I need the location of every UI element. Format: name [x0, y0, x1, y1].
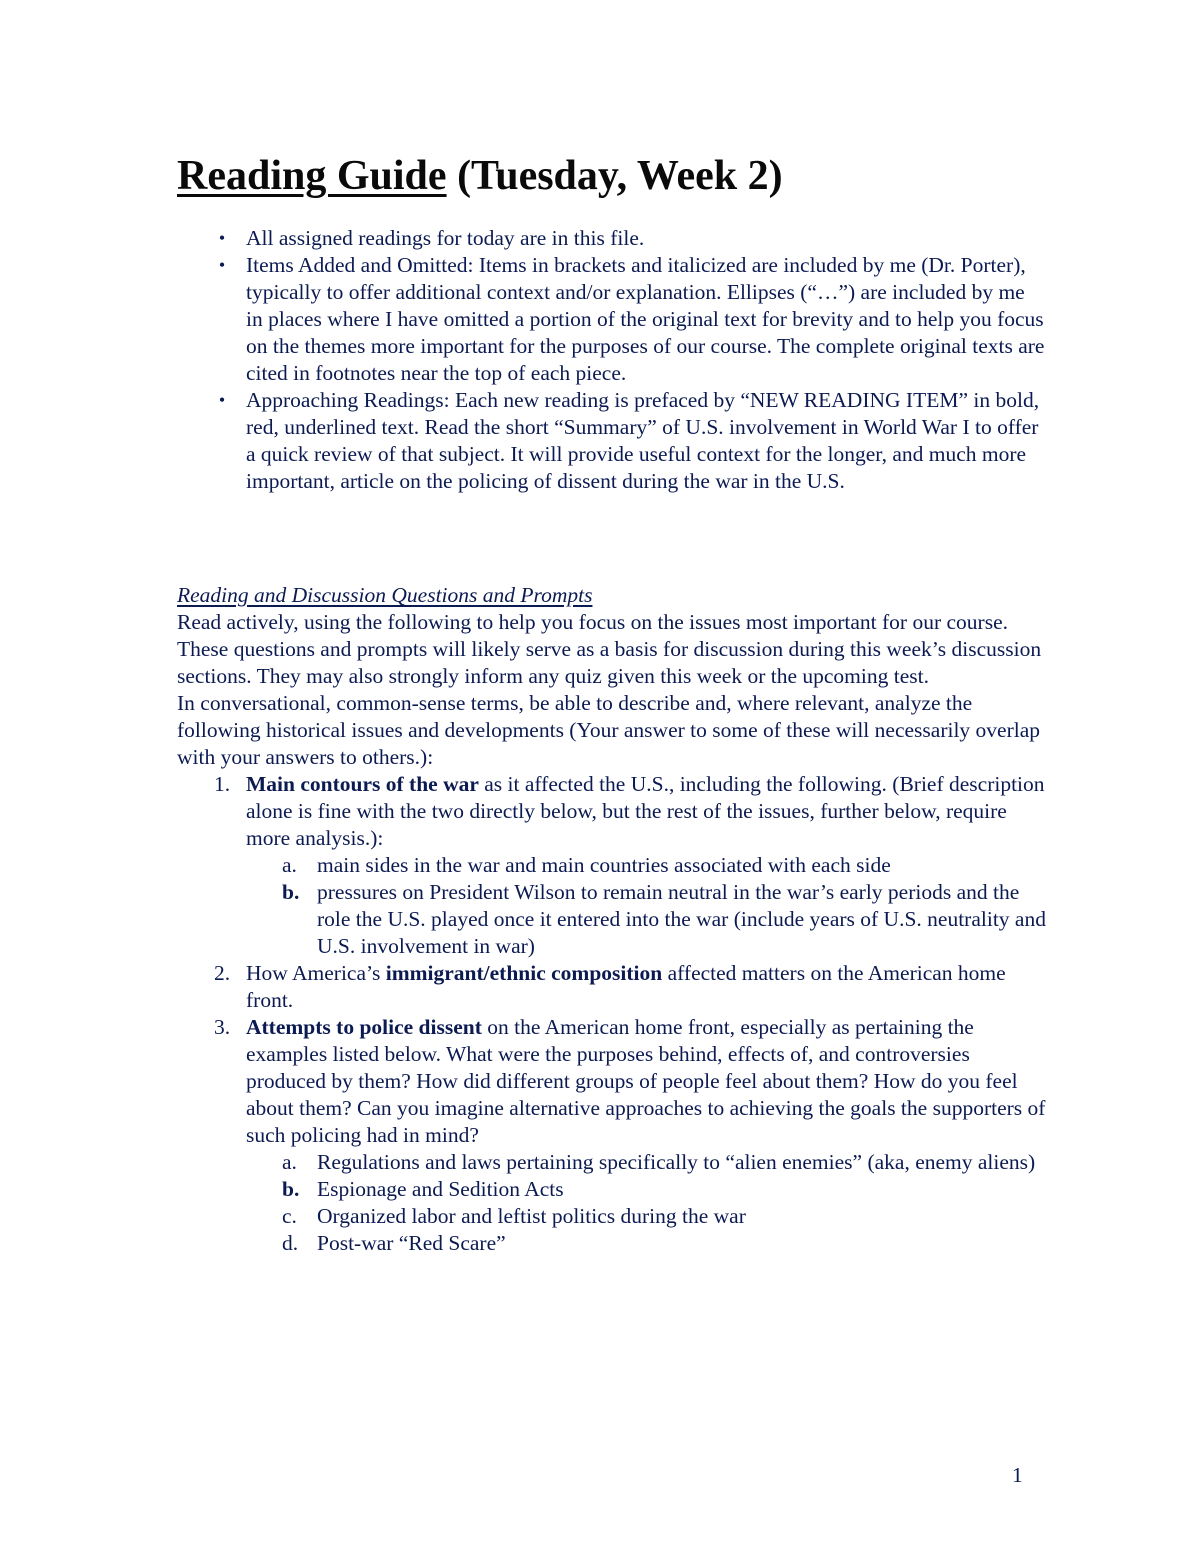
sub-question-item: [246, 1176, 1047, 1203]
bullet-text: All assigned readings for today are in this file.: [246, 226, 645, 250]
section-heading: Reading and Discussion Questions and Prompts: [177, 583, 593, 607]
sub-question-letter: c.: [282, 1204, 297, 1228]
sub-question-letter: d.: [282, 1231, 299, 1255]
sub-question-letter: b.: [282, 880, 300, 904]
question-list: [177, 771, 1047, 1257]
bullet-item: [218, 387, 1046, 495]
question-item: [177, 771, 1047, 960]
question-bold: Main contours of the war: [246, 772, 479, 796]
sub-question-text: pressures on President Wilson to remain neutral in the war’s early periods and the role the U.S. played once it entered into the war (include years of U.S. neutrality and U.S. involvement in war): [317, 880, 1046, 958]
question-number: 3.: [214, 1015, 231, 1039]
sub-question-item: [246, 1203, 1047, 1230]
question-item: [177, 1014, 1047, 1257]
sub-question-item: [246, 1149, 1047, 1176]
bullet-item: [218, 225, 1046, 252]
question-bold: immigrant/ethnic composition: [385, 961, 663, 985]
question-post: affected matters on the American home front.: [246, 961, 1006, 1012]
question-number: 2.: [214, 961, 231, 985]
bullet-icon: •: [218, 390, 226, 410]
sub-question-letter: b.: [282, 1177, 300, 1201]
page-title: [177, 148, 783, 204]
questions-section: [177, 582, 1047, 1257]
bullet-icon: •: [218, 228, 226, 248]
question-pre: How America’s: [246, 961, 386, 985]
sub-question-item: [246, 879, 1047, 960]
question-bold: Attempts to police dissent: [246, 1015, 482, 1039]
sub-question-text: Organized labor and leftist politics during the war: [317, 1204, 746, 1228]
sub-question-letter: a.: [282, 853, 297, 877]
sub-question-text: Post-war “Red Scare”: [317, 1231, 506, 1255]
bullet-icon: •: [218, 255, 226, 275]
bullet-text: Approaching Readings: Each new reading is prefaced by “NEW READING ITEM” in bold, red, underlined text. Read the short “Summary” of U.S. involvement in World War I to offer a quick review of that subject. It will provide useful context for the longer, and much more important, article on the policing of dissent during the war in the U.S.: [246, 388, 1040, 493]
bullet-text: Items Added and Omitted: Items in brackets and italicized are included by me (Dr. Porter), typically to offer additional context and/or explanation. Ellipses (“…”) are included by me in places where I have omitted a portion of the original text for brevity and to help you focus on the themes more important for the purposes of our course. The complete original texts are cited in footnotes near the top of each piece.: [246, 253, 1045, 385]
instructions-paragraph: In conversational, common-sense terms, be able to describe and, where relevant, analyze the following historical issues and developments (Your answer to some of these will necessarily overlap with your answers to others.):: [177, 691, 1041, 769]
sub-question-list: [246, 1149, 1047, 1257]
question-post: on the American home front, especially as pertaining the examples listed below. What were the purposes behind, effects of, and controversies produced by them? How did different groups of people feel about them? How do you feel about them? Can you imagine alternative approaches to achieving the goals the supporters of such policing had in mind?: [246, 1015, 1046, 1147]
sub-question-item: [246, 852, 1047, 879]
sub-question-item: [246, 1230, 1047, 1257]
question-post: as it affected the U.S., including the following. (Brief description alone is fine with the two directly below, but the rest of the issues, further below, require more analysis.):: [246, 772, 1045, 850]
bullet-list: [218, 225, 1046, 495]
question-number: 1.: [214, 772, 231, 796]
title-rest: (Tuesday, Week 2): [446, 153, 783, 199]
intro-paragraph: Read actively, using the following to help you focus on the issues most important for our course. These questions and prompts will likely serve as a basis for discussion during this week’s discussion sections. They may also strongly inform any quiz given this week or the upcoming test.: [177, 610, 1042, 688]
sub-question-text: main sides in the war and main countries associated with each side: [317, 853, 891, 877]
question-item: [177, 960, 1047, 1014]
sub-question-text: Espionage and Sedition Acts: [317, 1177, 564, 1201]
sub-question-letter: a.: [282, 1150, 297, 1174]
sub-question-list: [246, 852, 1047, 960]
title-underlined: Reading Guide: [177, 153, 447, 199]
bullet-item: [218, 252, 1046, 387]
page-number: 1: [1012, 1463, 1023, 1487]
sub-question-text: Regulations and laws pertaining specifically to “alien enemies” (aka, enemy aliens): [317, 1150, 1036, 1174]
